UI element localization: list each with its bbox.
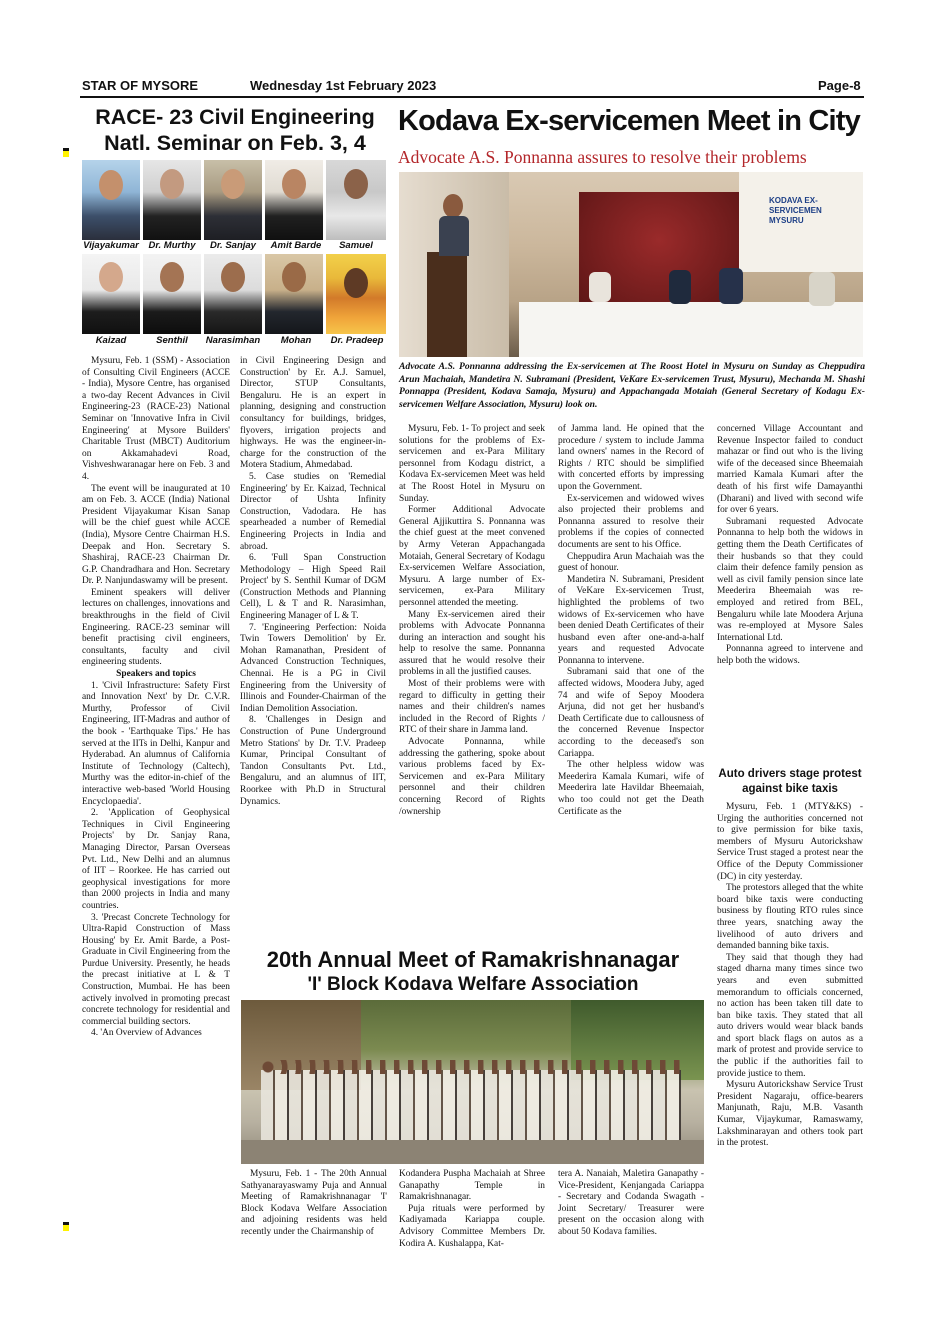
article-paragraph: 4. 'An Overview of Advances xyxy=(91,1028,202,1039)
article-paragraph: tera A. Nanaiah, Maletira Ganapathy - Vice-President, Kenjangada Cariappa - Secretary and Codanda Swagath - Joint Secretary/ Treasurer were present on the occasion along with about 50 Kodava families. xyxy=(558,1169,704,1237)
race-headline-line2: Natl. Seminar on Feb. 3, 4 xyxy=(104,131,366,155)
article-paragraph: Advocate Ponnanna, while addressing the gathering, spoke about various problems faced by Ex-Servicemen and ex-Para Military personnel and their children concerning Record of Rights /ownership xyxy=(399,737,545,817)
article-paragraph: Subramani requested Advocate Ponnanna to help both the widows in getting them the Death Certificates of their husbands so that they could claim their defence family pension as well as civil family pension since late Meederira Bheemaiah was re-employed and retired from BEL, Bengaluru while late Moodera Arjuna was re-employed at Mysore Sales International Ltd. xyxy=(717,516,863,643)
speaker-name: Kaizad xyxy=(95,335,127,346)
speaker-photo xyxy=(204,160,262,240)
article-paragraph: Eminent speakers will deliver lectures on challenges, innovations and breakthroughs in the field of Civil Engineering. RACE-23 seminar will benefit practising civil engineers, consultants, faculty and civil engineering students. xyxy=(82,587,230,668)
kodava-article-col3 xyxy=(717,424,863,764)
article-paragraph: Ex-servicemen and widowed wives also projected their problems and Ponnanna assured to resolve their problems if the copies of connected documents are sent to his Office. xyxy=(558,493,704,550)
event-banner xyxy=(739,172,863,272)
race-headline xyxy=(80,104,390,156)
article-paragraph: The event will be inaugurated at 10 am on Feb. 3. ACCE (India) National President Vijayakumar Kisan Sanap will be the chief guest while ACCE (India), Mysore Centre Chairman H.S. Deepak and Hon. Secretary S. Shashiraj, RACE-23 Chairman Dr. G.P. Chandradhara and Hon. Secretary Dr. P. Nanjundaswamy will be present. xyxy=(82,483,230,587)
annual-headline-line1: 20th Annual Meet of Ramakrishnanagar xyxy=(266,947,680,972)
kodava-photo-caption: Advocate A.S. Ponnanna addressing the Ex-servicemen at The Roost Hotel in Mysuru on Sunday as Cheppudira Arun Machaiah, Mandetira N. Subramani (President, VeKare Ex-servicemen Trust, Mysuru), Mechanda M. Shashi Ponnappa (President, Kodava Samaja, Mysuru) and Appachangada Motaiah (General Secretary of Kodagu Ex-servicemen Welfare Association, Mysuru) look on. xyxy=(399,361,865,410)
race-headline-line1: RACE- 23 Civil Engineering xyxy=(95,105,375,129)
speaker-name: Dr. Murthy xyxy=(148,240,196,251)
article-paragraph: The protestors alleged that the white board bike taxis were conducting business by flouting RTO rules since three years, snatching away the livelihood of auto drivers and demanded banning bike taxis. xyxy=(717,883,863,952)
article-paragraph: 1. 'Civil Infrastructure: Safety First and Innovation Next' by Dr. C.V.R. Murthy, Professor of Civil Engineering, IIT-Madras and author of the book - 'Earthquake Tips.' He has served at the IITs in Delhi, Kanpur and Hyderabad. An alumnus of California Institute of Technology (Caltech), Murthy was the editor-in-chief of the interactive web-based 'World Housing Encyclopaedia'. xyxy=(82,680,230,807)
speaker-photo xyxy=(82,160,140,240)
speaker-name: Amit Barde xyxy=(270,240,322,251)
annual-meet-group-photo xyxy=(241,1000,704,1164)
article-paragraph: Ponnanna agreed to intervene and help both the widows. xyxy=(717,644,863,666)
speaker-photo xyxy=(143,160,201,240)
speaker-photos-row2 xyxy=(82,254,386,334)
kodava-meet-photo xyxy=(399,172,863,357)
speaker-name: Dr. Sanjay xyxy=(210,240,256,251)
annual-article-col2 xyxy=(399,1169,545,1269)
article-paragraph: They said that though they had staged dharna many times since two years and even submitted memorandum to officials concerned, no action has been taken till date to ban bike taxis. They stated that all auto drivers would wear black bands and sport black flags on autos as a mark of protest and provide service to the public if the authorities fail to provide justice to them. xyxy=(717,952,863,1079)
race-article-col1 xyxy=(82,356,230,1270)
article-paragraph: Most of their problems were with regard to difficulty in getting their names and their children's names included in the Record of Rights / RTC of their share in Jamma land. xyxy=(399,679,545,736)
article-paragraph: Many Ex-servicemen aired their problems with Advocate Ponnanna during an interaction and sought his help to resolve the same. Ponnanna assured that he would resolve their problems in all the justified causes. xyxy=(399,609,545,678)
article-paragraph: 7. 'Engineering Perfection: Noida Twin Towers Demolition' by Er. Mohan Ramanathan, President of Advanced Construction Techniques, Chennai. He is a PG in Civil Engineering from the University of Illinois and Founder-Chairman of the Indian Demolition Association. xyxy=(240,622,386,714)
paper-name: STAR OF MYSORE xyxy=(82,78,199,93)
article-paragraph: Mysuru Autorickshaw Service Trust President Nagaraju, office-bearers Manjunath, Raju, M.B. Vasanth Kumar, Vijaykumar, Ramaswamy, Lakshminarayan and others took part in the protest. xyxy=(717,1080,863,1149)
banner-text: KODAVA EX-SERVICEMEN MYSURU xyxy=(769,196,822,225)
speaker-name: Mohan xyxy=(280,335,312,346)
article-paragraph: Former Additional Advocate General Ajjikuttira S. Ponnanna was the chief guest at the meet convened by Army Veteran Appachangada Motaiah, General Secretary of Kodagu Ex-servicemen Welfare Association, Mysuru. A large number of Ex-servicemen, ex-Para Military personnel attended the meeting. xyxy=(399,505,545,608)
speaker-name: Narasimhan xyxy=(205,335,261,346)
race-article-col2 xyxy=(240,356,386,944)
article-paragraph: Mysuru, Feb. 1 - The 20th Annual Sathyanarayaswamy Puja and Annual Meeting of Ramakrishnanagar 'I' Block Kodava Welfare Association and adjoining residents was held recently under the Chairmanship of xyxy=(241,1169,387,1237)
article-paragraph: Mysuru, Feb. 1- To project and seek solutions for the problems of Ex-servicemen and ex-Para Military personnel from Kodagu district, a Kodava Ex-servicemen Meet was held at The Roost Hotel in Mysuru on Sunday. xyxy=(399,424,545,504)
speaker-name: Dr. Pradeep xyxy=(330,335,384,346)
article-paragraph: Subramani said that one of the affected widows, Moodera Juby, aged 74 and wife of Sepoy Moodera Arjuna, did not get her husband's Death Certificate due to callousness of the concerned Revenue Inspector according to the deceased's son Cariappa. xyxy=(558,667,704,759)
article-paragraph: Mysuru, Feb. 1 (MTY&KS) - Urging the authorities concerned not to give permission for bike taxis, members of Mysuru Autorickshaw Service Trust staged a protest near the Office of the Deputy Commissioner (DC) in city yesterday. xyxy=(717,802,863,882)
article-paragraph: Puja rituals were performed by Kadiyamada Kariappa couple. Advisory Committee Members Dr. Kodira A. Kushalappa, Kat- xyxy=(399,1203,545,1249)
speaker-name: Samuel xyxy=(339,240,373,251)
speaker-photo xyxy=(265,254,323,334)
article-paragraph: Kodandera Puspha Machaiah at Shree Ganapathy Temple in Ramakrishnanagar. xyxy=(399,1169,545,1203)
annual-headline-line2: 'I' Block Kodava Welfare Association xyxy=(307,974,639,995)
article-paragraph: 3. 'Precast Concrete Technology for Ultra-Rapid Construction of Mass Housing' by Er. Amit Barde, a Post-Graduate in Civil Engineering from the Purdue University. Presently, he heads the precast initiative at L & T Construction, Mumbai. He has been actively involved in promoting precast concrete technology for residential and commercial building sectors. xyxy=(82,912,230,1027)
speaker-name: Senthil xyxy=(156,335,188,346)
article-paragraph: of Jamma land. He opined that the procedure / system to include Jamma land owners' names in the Record of Rights / RTC should be simplified with concerted efforts by impressing upon the Government. xyxy=(558,424,704,492)
page-number: Page-8 xyxy=(818,78,861,93)
kodava-subhead: Advocate A.S. Ponnanna assures to resolve their problems xyxy=(398,147,807,167)
article-paragraph: Cheppudira Arun Machaiah was the guest of honour. xyxy=(558,551,704,574)
article-paragraph: in Civil Engineering Design and Construction' by Er. A.J. Samuel, Director, STUP Consultants, Bengaluru. He is an expert in planning, designing and construction consultancy for buildings, bridges, flyovers, irrigation projects and highways. He was the engineer-in-charge for the construction of the Motera Stadium, Ahmedabad. xyxy=(240,356,386,471)
issue-date: Wednesday 1st February 2023 xyxy=(250,78,437,93)
article-paragraph: Mandetira N. Subramani, President of VeKare Ex-servicemen Trust, highlighted the problems of two widows of Ex-servicemen who have been denied Death Certificates of their husband even after one-and-a-half years and requested Advocate Ponnanna to intervene. xyxy=(558,574,704,666)
race-subhead: Speakers and topics xyxy=(116,669,196,680)
annual-headline xyxy=(238,947,708,997)
article-paragraph: 8. 'Challenges in Design and Construction of Pune Underground Metro Stations' by Dr. T.V. Pradeep Kumar, Principal Consultant of Tandon Consultants Pvt. Ltd., Bengaluru, and an alumnus of IIT, Roorkee with Ph.D in Structural Dynamics. xyxy=(240,715,386,807)
speaker-photo xyxy=(326,160,386,240)
speaker-photo xyxy=(265,160,323,240)
speaker-name: Vijayakumar xyxy=(83,240,139,251)
header-rule xyxy=(80,96,864,98)
annual-article-col1 xyxy=(241,1169,387,1269)
kodava-article-col2 xyxy=(558,424,704,944)
article-paragraph: The other helpless widow was Meederira Kamala Kumari, wife of Meederira late Havildar Bheemaiah, who too could not get the Death Certificate as the xyxy=(558,760,704,817)
speaker-photo xyxy=(82,254,140,334)
auto-article xyxy=(717,802,863,1270)
auto-headline: Auto drivers stage protest against bike taxis xyxy=(718,768,862,795)
article-paragraph: 2. 'Application of Geophysical Techniques in Civil Engineering Projects' by Dr. Sanjay Rana, Managing Director, Parsan Overseas Pvt. Ltd., New Delhi and an alumnus of IIT – Roorkee. He has carried out geophysical investigations for more than 2000 projects in India and many countries. xyxy=(82,808,230,911)
speaker-photo xyxy=(204,254,262,334)
kodava-headline: Kodava Ex-servicemen Meet in City xyxy=(398,105,860,137)
article-paragraph: 6. 'Full Span Construction Methodology – High Speed Rail Project' by S. Senthil Kumar of DGM (Construction Methods and Planning Cell), L & T and R. Narasimhan, Engineering Manager of L & T. xyxy=(240,553,386,622)
article-paragraph: 5. Case studies on 'Remedial Engineering' by Er. Kaizad, Technical Director of Ushta Infinity Construction, Vadodara. He has spearheaded a number of Remedial Engineering Projects in India and abroad. xyxy=(240,471,386,552)
annual-article-col3 xyxy=(558,1169,704,1269)
article-paragraph: concerned Village Accountant and Revenue Inspector failed to conduct mahazar or find out who is the living wife of the deceased since Bheemaiah married Kamala Kumari after the death of his first wife Damayanthi (Dharani) and lived with second wife for over 6 years. xyxy=(717,424,863,516)
kodava-article-col1 xyxy=(399,424,545,944)
speaker-photo xyxy=(143,254,201,334)
speaker-photos-row1 xyxy=(82,160,386,240)
article-paragraph: Mysuru, Feb. 1 (SSM) - Association of Consulting Civil Engineers (ACCE - India), Mysore Centre, has organised a two-day Recent Advances in Civil Engineering-23 (RACE-23) National Seminar on 'Innovative Infra in Civil Engineering' at Mysore Builders' Charitable Trust (MBCT) Auditorium on Akkamahadevi Road, Vishveshwaranagar here on Feb. 3 and 4. xyxy=(82,356,230,482)
speaker-photo xyxy=(326,254,386,334)
